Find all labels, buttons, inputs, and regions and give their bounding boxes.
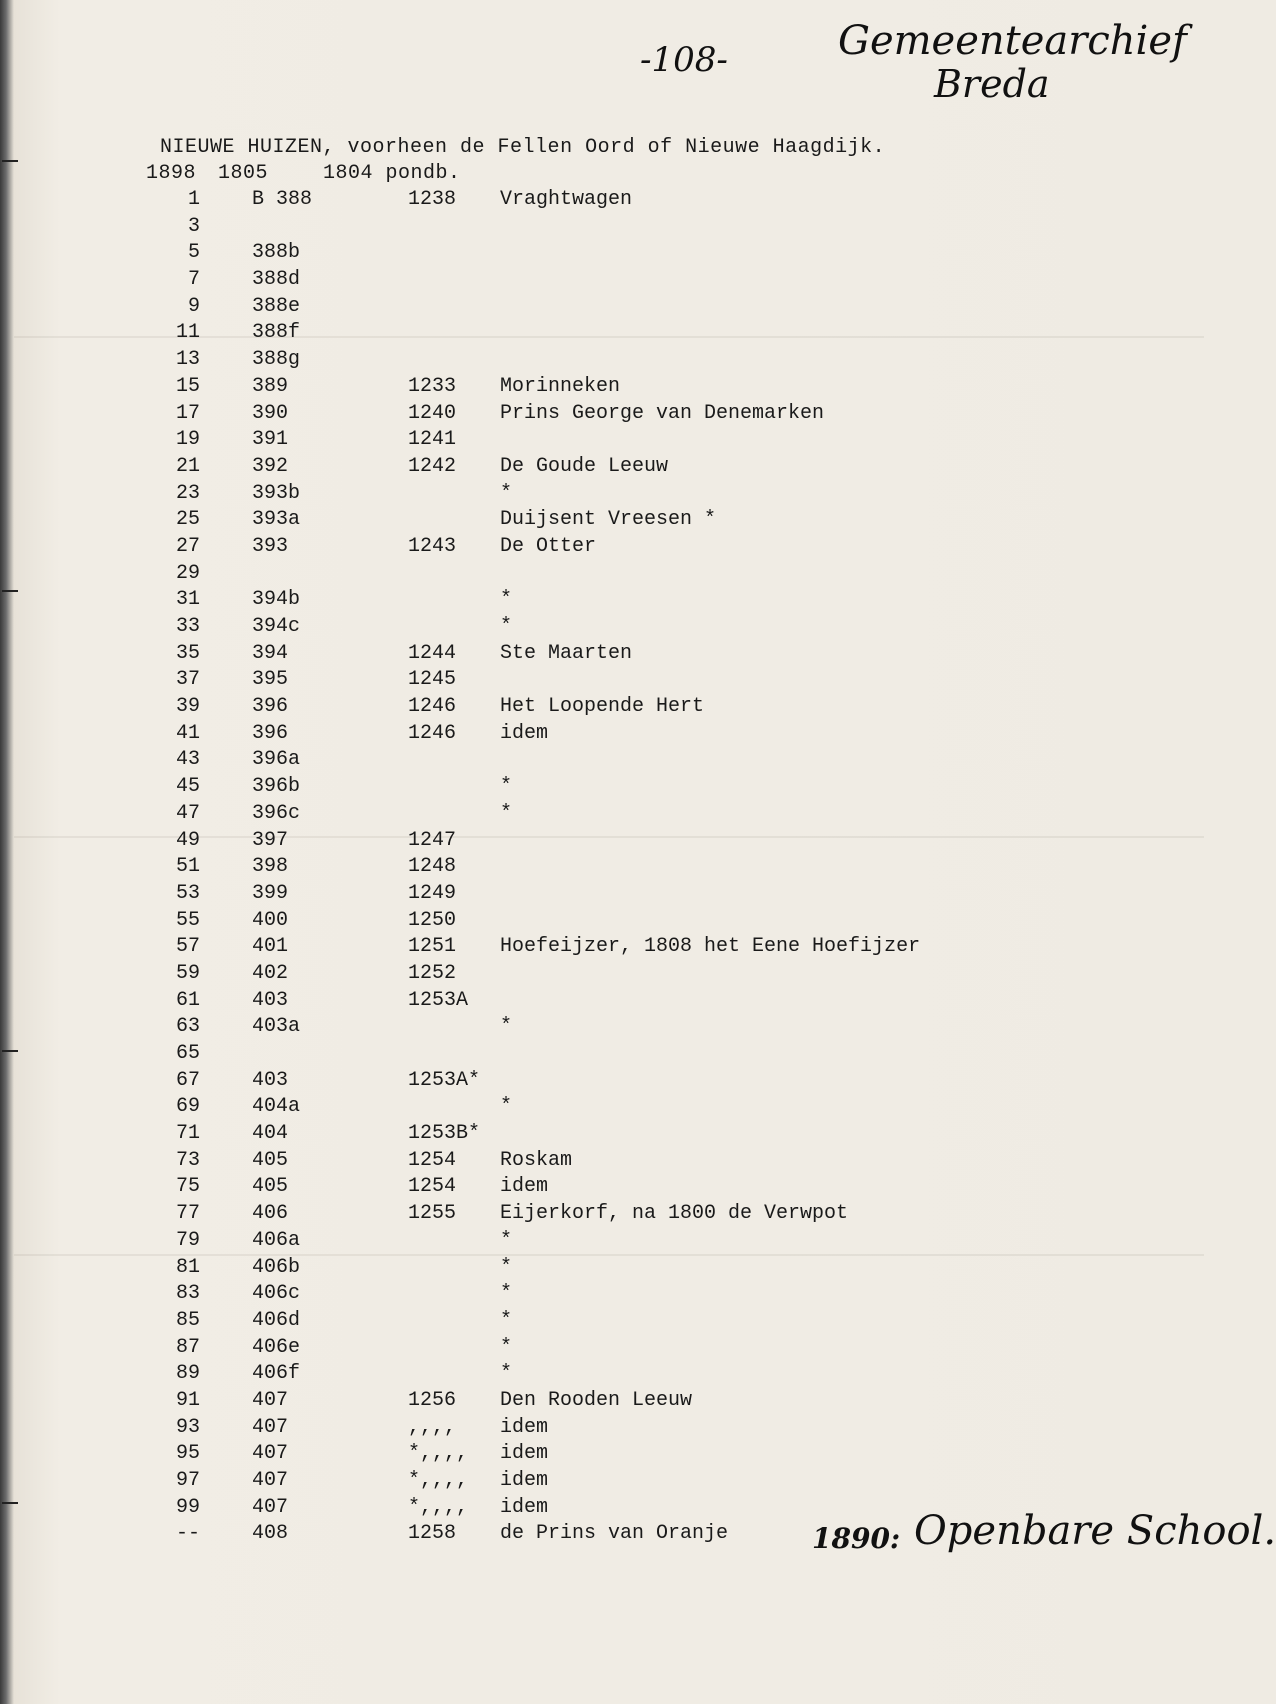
house-number-1898: 35 — [175, 641, 200, 665]
house-number-1898: 3 — [187, 214, 200, 238]
house-number-1805: 406f — [252, 1362, 301, 1386]
house-number-1898: 43 — [175, 748, 200, 772]
table-row — [0, 1442, 1212, 1469]
pondboek-number: ,,,, — [408, 1415, 457, 1439]
house-number-1805: 404 — [252, 1122, 289, 1146]
table-row — [0, 482, 1212, 509]
table-row — [0, 642, 1212, 669]
table-row — [0, 909, 1212, 936]
house-number-1898: 9 — [187, 294, 200, 318]
pondboek-number: 1254 — [408, 1148, 457, 1172]
pondboek-number: 1248 — [408, 855, 457, 879]
table-row — [0, 962, 1212, 989]
house-number-1898: 71 — [175, 1122, 200, 1146]
house-number-1898: 31 — [175, 588, 200, 612]
house-name: * — [500, 801, 513, 825]
house-number-1898: 89 — [175, 1362, 200, 1386]
house-number-1805: 396b — [252, 775, 301, 799]
house-number-1805: 406c — [252, 1282, 301, 1306]
column-header-1898: 1898 — [146, 162, 197, 185]
house-name: Den Rooden Leeuw — [500, 1388, 693, 1412]
pondboek-number: 1245 — [408, 668, 457, 692]
house-number-1805: 394c — [252, 615, 301, 638]
archive-name: Gemeentearchief — [838, 18, 1187, 64]
house-number-1898: 59 — [175, 961, 200, 985]
house-number-1805: 406d — [252, 1308, 301, 1332]
house-number-1898: 99 — [175, 1495, 200, 1519]
house-number-1805: 389 — [252, 374, 289, 398]
house-number-1898: 47 — [175, 801, 200, 825]
house-number-1805: 398 — [252, 855, 289, 879]
table-row — [0, 455, 1212, 482]
table-row — [0, 268, 1212, 295]
column-headers — [146, 162, 461, 185]
house-name: Morinneken — [500, 374, 621, 398]
house-name: Prins George van Denemarken — [500, 401, 825, 425]
house-number-1898: 27 — [175, 534, 200, 558]
house-number-1805: 404a — [252, 1095, 301, 1119]
house-number-1898: 41 — [175, 721, 200, 745]
house-number-1898: 95 — [175, 1442, 200, 1466]
pondboek-number: 1253B* — [408, 1122, 481, 1146]
house-number-1898: 81 — [175, 1255, 200, 1279]
pondboek-number: 1246 — [408, 721, 457, 745]
house-number-1805: 408 — [252, 1522, 289, 1546]
house-name: De Goude Leeuw — [500, 454, 669, 478]
house-number-1898: 25 — [175, 508, 200, 532]
house-number-1898: 85 — [175, 1308, 200, 1332]
table-row — [0, 1015, 1212, 1042]
pondboek-number: 1252 — [408, 961, 457, 985]
house-number-1805: 407 — [252, 1469, 289, 1492]
house-number-1898: 45 — [175, 775, 200, 799]
house-name: * — [500, 1335, 513, 1359]
table-row — [0, 188, 1212, 215]
house-number-1898: 51 — [175, 855, 200, 879]
table-row — [0, 1149, 1212, 1176]
table-row — [0, 508, 1212, 535]
table-row — [0, 855, 1212, 882]
house-name: idem — [500, 1469, 549, 1492]
house-name: Ste Maarten — [500, 641, 633, 665]
house-number-1805: 388e — [252, 294, 301, 318]
house-number-1898: 19 — [175, 428, 200, 452]
house-number-1805: 396c — [252, 801, 301, 825]
table-row — [0, 1309, 1212, 1336]
house-name: * — [500, 1282, 513, 1306]
table-row — [0, 722, 1212, 749]
house-number-1898: 21 — [175, 454, 200, 478]
table-row — [0, 748, 1212, 775]
house-number-1898: 73 — [175, 1148, 200, 1172]
house-number-1805: 403 — [252, 988, 289, 1012]
table-row — [0, 428, 1212, 455]
house-name: * — [500, 481, 513, 505]
pondboek-number: 1249 — [408, 881, 457, 905]
house-number-1898: 63 — [175, 1015, 200, 1039]
house-number-1898: 97 — [175, 1469, 200, 1492]
table-row — [0, 802, 1212, 829]
house-number-1898: 77 — [175, 1202, 200, 1226]
house-number-1898: 91 — [175, 1388, 200, 1412]
house-number-1805: 399 — [252, 881, 289, 905]
house-number-1898: 37 — [175, 668, 200, 692]
house-name: Eijerkorf, na 1800 de Verwpot — [500, 1202, 849, 1226]
house-number-1805: 392 — [252, 454, 289, 478]
archive-city: Breda — [934, 62, 1050, 106]
pondboek-number: 1258 — [408, 1522, 457, 1546]
house-number-1898: 83 — [175, 1282, 200, 1306]
pondboek-number: 1251 — [408, 935, 457, 959]
table-row — [0, 588, 1212, 615]
house-number-1898: 69 — [175, 1095, 200, 1119]
table-row — [0, 829, 1212, 856]
house-name: Hoefeijzer, 1808 het Eene Hoefijzer — [500, 935, 921, 959]
table-row — [0, 1095, 1212, 1122]
house-number-1805: 396 — [252, 695, 289, 719]
house-number-1898: 7 — [187, 268, 200, 292]
house-number-1805: 396a — [252, 748, 301, 772]
house-name: * — [500, 588, 513, 612]
house-name: Roskam — [500, 1148, 573, 1172]
table-row — [0, 882, 1212, 909]
table-row — [0, 375, 1212, 402]
house-name: idem — [500, 1495, 549, 1519]
house-number-1805: 406a — [252, 1228, 301, 1252]
table-row — [0, 535, 1212, 562]
annotation-text: Openbare School. — [914, 1508, 1276, 1554]
house-name: * — [500, 1362, 513, 1386]
house-number-1898: 39 — [175, 695, 200, 719]
house-name: * — [500, 1308, 513, 1332]
table-row — [0, 1416, 1212, 1443]
house-number-1898: 79 — [175, 1228, 200, 1252]
table-row — [0, 1175, 1212, 1202]
pondboek-number: 1233 — [408, 374, 457, 398]
house-name: * — [500, 615, 513, 638]
house-name: Het Loopende Hert — [500, 695, 705, 719]
document-heading: NIEUWE HUIZEN, voorheen de Fellen Oord of Nieuwe Haagdijk. — [160, 136, 886, 159]
house-number-1805: 406b — [252, 1255, 301, 1279]
house-number-1898: 33 — [175, 615, 200, 638]
house-number-1898: 75 — [175, 1175, 200, 1199]
house-number-1805: 407 — [252, 1415, 289, 1439]
table-row — [0, 348, 1212, 375]
house-number-1805: 405 — [252, 1148, 289, 1172]
table-row — [0, 402, 1212, 429]
house-number-1805: 407 — [252, 1388, 289, 1412]
pondboek-number: 1243 — [408, 534, 457, 558]
house-number-1805: 388f — [252, 321, 301, 345]
house-name: de Prins van Oranje — [500, 1522, 729, 1546]
pondboek-number: *,,,, — [408, 1469, 469, 1492]
house-number-1898: 23 — [175, 481, 200, 505]
pondboek-number: 1253A* — [408, 1068, 481, 1092]
house-number-1805: 406e — [252, 1335, 301, 1359]
table-row — [0, 215, 1212, 242]
house-number-1805: 407 — [252, 1442, 289, 1466]
table-row — [0, 1362, 1212, 1389]
table-row — [0, 1469, 1212, 1496]
pondboek-number: *,,,, — [408, 1442, 469, 1466]
pondboek-number: 1244 — [408, 641, 457, 665]
house-number-1898: 65 — [175, 1042, 200, 1065]
pondboek-number: 1247 — [408, 828, 457, 852]
house-number-1898: 55 — [175, 908, 200, 932]
table-row — [0, 295, 1212, 322]
binding-mark — [2, 160, 18, 162]
house-number-1805: 390 — [252, 401, 289, 425]
house-number-1805: 402 — [252, 961, 289, 985]
table-row — [0, 989, 1212, 1016]
column-header-1805: 1805 — [218, 162, 269, 185]
house-number-1898: 29 — [175, 561, 200, 585]
house-number-1898: 93 — [175, 1415, 200, 1439]
house-number-1898: 57 — [175, 935, 200, 959]
house-name: Vraghtwagen — [500, 188, 633, 211]
house-number-1805: 388g — [252, 348, 301, 372]
house-name: * — [500, 775, 513, 799]
table-row — [0, 241, 1212, 268]
pondboek-number: 1240 — [408, 401, 457, 425]
house-number-1898: 49 — [175, 828, 200, 852]
table-row — [0, 1229, 1212, 1256]
pondboek-number: 1241 — [408, 428, 457, 452]
house-number-1805: 394b — [252, 588, 301, 612]
house-number-1898: 87 — [175, 1335, 200, 1359]
house-number-1898: -- — [175, 1522, 200, 1546]
table-row — [0, 1282, 1212, 1309]
house-number-1805: 393a — [252, 508, 301, 532]
table-row — [0, 775, 1212, 802]
house-number-1805: B 388 — [252, 188, 313, 211]
house-name: De Otter — [500, 534, 597, 558]
pondboek-number: *,,,, — [408, 1495, 469, 1519]
pondboek-number: 1255 — [408, 1202, 457, 1226]
house-name: * — [500, 1255, 513, 1279]
house-number-1898: 17 — [175, 401, 200, 425]
pondboek-number: 1253A — [408, 988, 469, 1012]
house-name: * — [500, 1095, 513, 1119]
house-name: idem — [500, 1442, 549, 1466]
pondboek-number: 1246 — [408, 695, 457, 719]
table-row — [0, 1042, 1212, 1069]
page-number: -108- — [640, 40, 728, 80]
house-number-1805: 406 — [252, 1202, 289, 1226]
column-header-1804-pondb: 1804 pondb. — [323, 162, 461, 185]
pondboek-number: 1250 — [408, 908, 457, 932]
pondboek-number: 1238 — [408, 188, 457, 211]
house-number-1805: 395 — [252, 668, 289, 692]
house-name: idem — [500, 721, 549, 745]
house-number-1898: 5 — [187, 241, 200, 265]
house-number-1898: 15 — [175, 374, 200, 398]
table-row — [0, 1069, 1212, 1096]
house-name: * — [500, 1015, 513, 1039]
house-number-1898: 53 — [175, 881, 200, 905]
house-number-1805: 391 — [252, 428, 289, 452]
table-row — [0, 695, 1212, 722]
table-row — [0, 935, 1212, 962]
pondboek-number: 1256 — [408, 1388, 457, 1412]
house-number-1898: 11 — [175, 321, 200, 345]
house-number-1805: 403a — [252, 1015, 301, 1039]
table-row — [0, 1389, 1212, 1416]
house-name: idem — [500, 1175, 549, 1199]
house-number-1805: 400 — [252, 908, 289, 932]
house-name: idem — [500, 1415, 549, 1439]
table-row — [0, 1122, 1212, 1149]
house-number-1805: 401 — [252, 935, 289, 959]
house-number-1898: 67 — [175, 1068, 200, 1092]
house-number-1805: 394 — [252, 641, 289, 665]
pondboek-number: 1242 — [408, 454, 457, 478]
house-number-1805: 397 — [252, 828, 289, 852]
annotation-year: 1890: — [812, 1522, 901, 1555]
house-number-1805: 405 — [252, 1175, 289, 1199]
table-row — [0, 562, 1212, 589]
table-row — [0, 1202, 1212, 1229]
table-row — [0, 1336, 1212, 1363]
table-row — [0, 321, 1212, 348]
house-number-1898: 13 — [175, 348, 200, 372]
table-row — [0, 668, 1212, 695]
house-number-1805: 393 — [252, 534, 289, 558]
house-number-1805: 388d — [252, 268, 301, 292]
house-number-1805: 403 — [252, 1068, 289, 1092]
table-row — [0, 1256, 1212, 1283]
house-number-1805: 407 — [252, 1495, 289, 1519]
house-number-1898: 1 — [187, 188, 200, 211]
pondboek-number: 1254 — [408, 1175, 457, 1199]
house-number-1898: 61 — [175, 988, 200, 1012]
house-number-1805: 396 — [252, 721, 289, 745]
table-row — [0, 615, 1212, 642]
house-number-1805: 393b — [252, 481, 301, 505]
house-name: * — [500, 1228, 513, 1252]
house-register-table — [0, 188, 1212, 1549]
house-number-1805: 388b — [252, 241, 301, 265]
house-name: Duijsent Vreesen * — [500, 508, 717, 532]
